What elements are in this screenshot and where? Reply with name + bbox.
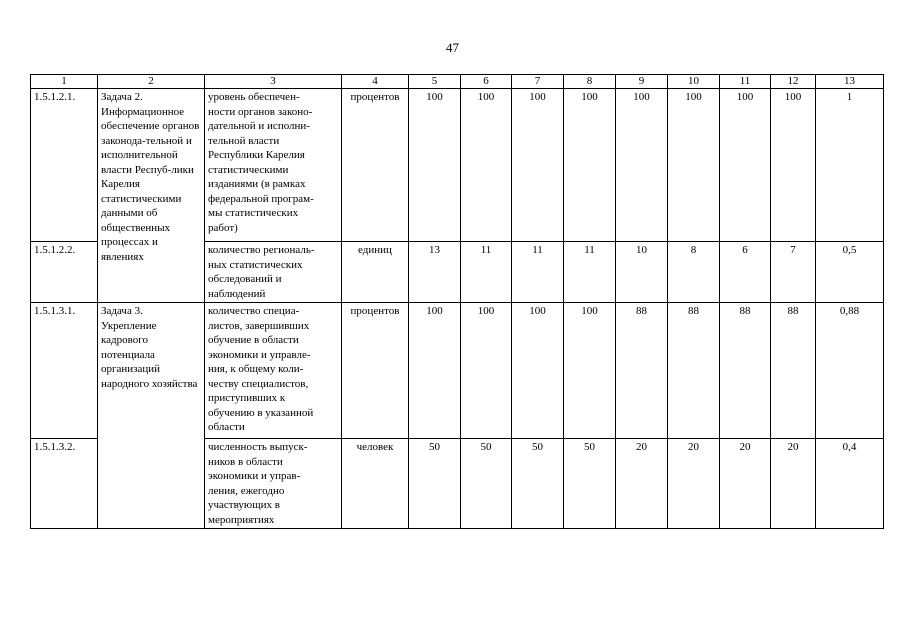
- unit-cell: человек: [342, 439, 409, 529]
- value-cell: 50: [564, 439, 616, 529]
- value-cell: 100: [771, 89, 816, 242]
- row-code-cell: 1.5.1.3.2.: [31, 439, 98, 529]
- indicators-table: [30, 74, 884, 529]
- header-cell: 13: [816, 75, 884, 89]
- header-cell: 8: [564, 75, 616, 89]
- header-cell: 3: [205, 75, 342, 89]
- header-cell: 10: [668, 75, 720, 89]
- unit-cell: процентов: [342, 89, 409, 242]
- value-cell: 100: [564, 89, 616, 242]
- value-cell: 1: [816, 89, 884, 242]
- table-row: [31, 89, 884, 242]
- value-cell: 13: [409, 242, 461, 303]
- header-cell: 5: [409, 75, 461, 89]
- indicator-cell: количество региональ- ных статистических обследований и наблюдений: [205, 242, 342, 303]
- value-cell: 100: [564, 303, 616, 439]
- value-cell: 11: [564, 242, 616, 303]
- value-cell: 11: [461, 242, 512, 303]
- value-cell: 100: [461, 303, 512, 439]
- value-cell: 88: [720, 303, 771, 439]
- page-number: 47: [446, 40, 459, 55]
- header-cell: 11: [720, 75, 771, 89]
- table-header-row: [31, 75, 884, 89]
- value-cell: 88: [668, 303, 720, 439]
- header-cell: 9: [616, 75, 668, 89]
- table-row: [31, 303, 884, 439]
- value-cell: 100: [461, 89, 512, 242]
- row-code-cell: 1.5.1.2.1.: [31, 89, 98, 242]
- value-cell: 0,5: [816, 242, 884, 303]
- value-cell: 10: [616, 242, 668, 303]
- value-cell: 100: [409, 303, 461, 439]
- value-cell: 20: [720, 439, 771, 529]
- value-cell: 100: [409, 89, 461, 242]
- value-cell: 0,88: [816, 303, 884, 439]
- header-cell: 7: [512, 75, 564, 89]
- value-cell: 6: [720, 242, 771, 303]
- value-cell: 100: [616, 89, 668, 242]
- value-cell: 100: [512, 89, 564, 242]
- value-cell: 88: [771, 303, 816, 439]
- value-cell: 8: [668, 242, 720, 303]
- unit-cell: единиц: [342, 242, 409, 303]
- header-cell: 2: [98, 75, 205, 89]
- task-2-cell: Задача 2. Информационное обеспечение органов законода-тельной и исполнительной власти Респуб-лики Карелия статистическими данными об общественных процессах и явлениях: [98, 89, 205, 303]
- value-cell: 50: [461, 439, 512, 529]
- value-cell: 50: [512, 439, 564, 529]
- value-cell: 7: [771, 242, 816, 303]
- value-cell: 100: [668, 89, 720, 242]
- header-cell: 6: [461, 75, 512, 89]
- value-cell: 88: [616, 303, 668, 439]
- value-cell: 100: [720, 89, 771, 242]
- value-cell: 20: [616, 439, 668, 529]
- indicator-cell: количество специа- листов, завершивших обучение в области экономики и управле- ния, к общему коли- честву специалистов, приступивших к обучению в указанной области: [205, 303, 342, 439]
- row-code-cell: 1.5.1.2.2.: [31, 242, 98, 303]
- task-3-cell: Задача 3. Укрепление кадрового потенциала организаций народного хозяйства: [98, 303, 205, 529]
- value-cell: 20: [771, 439, 816, 529]
- indicator-cell: уровень обеспечен- ности органов законо- дательной и исполни- тельной власти Республики Карелия статистическими изданиями (в рамках федеральной програм- мы статистических работ): [205, 89, 342, 242]
- value-cell: 100: [512, 303, 564, 439]
- unit-cell: процентов: [342, 303, 409, 439]
- header-cell: 12: [771, 75, 816, 89]
- header-cell: 1: [31, 75, 98, 89]
- value-cell: 20: [668, 439, 720, 529]
- value-cell: 50: [409, 439, 461, 529]
- value-cell: 11: [512, 242, 564, 303]
- indicator-cell: численность выпуск- ников в области экономики и управ- ления, ежегодно участвующих в мероприятиях: [205, 439, 342, 529]
- value-cell: 0,4: [816, 439, 884, 529]
- header-cell: 4: [342, 75, 409, 89]
- row-code-cell: 1.5.1.3.1.: [31, 303, 98, 439]
